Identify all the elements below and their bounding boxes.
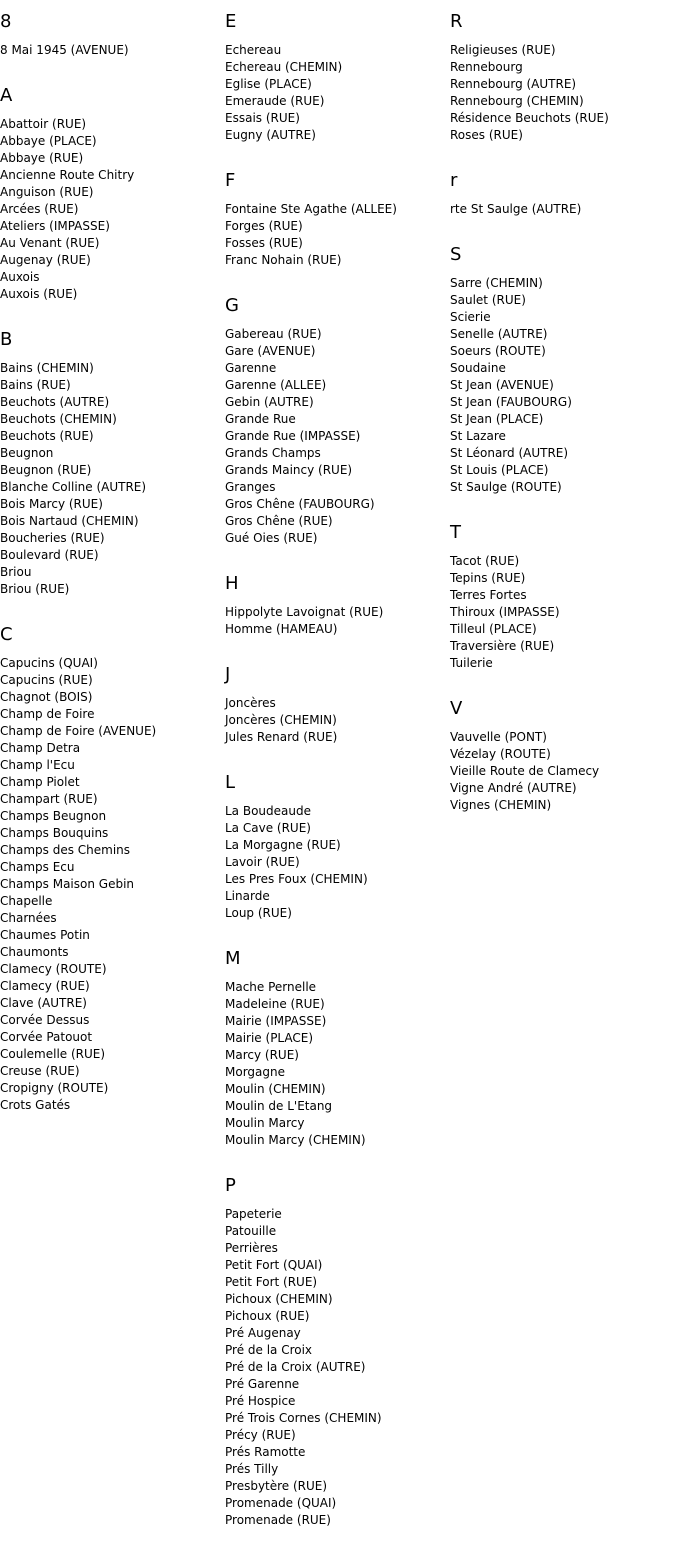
letter-heading: P (225, 1175, 236, 1196)
street-list (225, 326, 450, 547)
street-link[interactable]: Creuse (RUE) (0, 1064, 80, 1078)
street-link[interactable]: Chagnot (BOIS) (0, 690, 93, 704)
street-link[interactable]: Mairie (IMPASSE) (225, 1014, 327, 1028)
street-link[interactable]: Chaumonts (0, 945, 69, 959)
street-list (225, 201, 450, 269)
street-link[interactable]: Les Pres Foux (CHEMIN) (225, 872, 368, 886)
street-link[interactable]: Scierie (450, 310, 491, 324)
street-list (0, 116, 225, 303)
street-link[interactable]: Abattoir (RUE) (0, 117, 87, 131)
street-link[interactable]: Gros Chêne (FAUBOURG) (225, 497, 375, 511)
street-link[interactable]: Tepins (RUE) (450, 571, 526, 585)
street-link[interactable]: Capucins (RUE) (0, 673, 93, 687)
street-list (450, 201, 675, 218)
street-link[interactable]: Granges (225, 480, 276, 494)
street-link[interactable]: Gare (AVENUE) (225, 344, 316, 358)
street-list (0, 655, 225, 1114)
street-link[interactable]: La Cave (RUE) (225, 821, 311, 835)
street-link[interactable]: Gué Oies (RUE) (225, 531, 318, 545)
street-link[interactable]: Beuchots (AUTRE) (0, 395, 110, 409)
street-link[interactable]: Clave (AUTRE) (0, 996, 87, 1010)
group-spacer (225, 1529, 450, 1544)
street-link[interactable]: Fosses (RUE) (225, 236, 303, 250)
group-spacer (0, 598, 225, 613)
street-link[interactable]: Coulemelle (RUE) (0, 1047, 106, 1061)
street-link[interactable]: Pichoux (RUE) (225, 1309, 310, 1323)
letter-group (0, 624, 225, 1129)
street-link[interactable]: Beugnon (RUE) (0, 463, 92, 477)
street-link[interactable]: Vieille Route de Clamecy (450, 764, 600, 778)
letter-group (225, 664, 450, 761)
street-list (0, 360, 225, 598)
street-link[interactable]: Thiroux (IMPASSE) (450, 605, 560, 619)
group-spacer (450, 144, 675, 159)
street-link[interactable]: Auxois (0, 270, 40, 284)
street-link[interactable]: Chapelle (0, 894, 53, 908)
street-link[interactable]: Briou (RUE) (0, 582, 70, 596)
letter-heading: A (0, 85, 13, 106)
group-spacer (225, 144, 450, 159)
letter-heading: F (225, 170, 236, 191)
street-link[interactable]: Morgagne (225, 1065, 285, 1079)
street-index-column-3 (450, 0, 675, 829)
street-link[interactable]: Forges (RUE) (225, 219, 303, 233)
street-list (225, 979, 450, 1149)
street-list (225, 803, 450, 922)
group-spacer (225, 922, 450, 937)
street-link[interactable]: Moulin Marcy (CHEMIN) (225, 1133, 366, 1147)
street-link[interactable]: Abbaye (PLACE) (0, 134, 97, 148)
group-spacer (225, 638, 450, 653)
street-link[interactable]: Champs Bouquins (0, 826, 109, 840)
street-link[interactable]: St Saulge (ROUTE) (450, 480, 562, 494)
letter-group (450, 170, 675, 233)
street-link[interactable]: Ancienne Route Chitry (0, 168, 135, 182)
street-link[interactable]: Champart (RUE) (0, 792, 98, 806)
street-link[interactable]: Champ l'Ecu (0, 758, 75, 772)
street-list (225, 42, 450, 144)
letter-heading: E (225, 11, 237, 32)
street-link[interactable]: Beugnon (0, 446, 54, 460)
street-link[interactable]: Bains (CHEMIN) (0, 361, 94, 375)
street-link[interactable]: Vignes (CHEMIN) (450, 798, 552, 812)
street-link[interactable]: Champ Detra (0, 741, 81, 755)
street-link[interactable]: St Jean (AVENUE) (450, 378, 554, 392)
street-link[interactable]: Pré Garenne (225, 1377, 300, 1391)
street-link[interactable]: Lavoir (RUE) (225, 855, 300, 869)
group-spacer (450, 218, 675, 233)
street-link[interactable]: Moulin (CHEMIN) (225, 1082, 326, 1096)
street-link[interactable]: Abbaye (RUE) (0, 151, 84, 165)
letter-group (450, 244, 675, 511)
street-link[interactable]: Tacot (RUE) (450, 554, 520, 568)
street-link[interactable]: Promenade (QUAI) (225, 1496, 337, 1510)
street-link[interactable]: Pré Hospice (225, 1394, 296, 1408)
letter-group (225, 948, 450, 1164)
street-link[interactable]: Garenne (225, 361, 277, 375)
letter-heading: B (0, 329, 13, 350)
street-link[interactable]: Papeterie (225, 1207, 282, 1221)
street-link[interactable]: Anguison (RUE) (0, 185, 94, 199)
street-link[interactable]: Tilleul (PLACE) (450, 622, 537, 636)
letter-heading: R (450, 11, 463, 32)
street-link[interactable]: Traversière (RUE) (450, 639, 555, 653)
street-link[interactable]: Arcées (RUE) (0, 202, 79, 216)
letter-group (450, 11, 675, 159)
letter-group (225, 573, 450, 653)
street-link[interactable]: Corvée Patouot (0, 1030, 93, 1044)
street-link[interactable]: St Lazare (450, 429, 506, 443)
group-spacer (0, 1114, 225, 1129)
street-link[interactable]: Corvée Dessus (0, 1013, 90, 1027)
street-link[interactable]: St Jean (FAUBOURG) (450, 395, 572, 409)
letter-group (225, 772, 450, 937)
street-list (450, 275, 675, 496)
street-link[interactable]: Vigne André (AUTRE) (450, 781, 577, 795)
street-link[interactable]: Presbytère (RUE) (225, 1479, 328, 1493)
street-link[interactable]: Champ de Foire (0, 707, 95, 721)
street-link[interactable]: St Jean (PLACE) (450, 412, 544, 426)
letter-heading: S (450, 244, 462, 265)
street-link[interactable]: Terres Fortes (450, 588, 527, 602)
letter-heading: V (450, 698, 463, 719)
street-link[interactable]: Loup (RUE) (225, 906, 292, 920)
street-link[interactable]: Capucins (QUAI) (0, 656, 98, 670)
street-link[interactable]: Pré Trois Cornes (CHEMIN) (225, 1411, 382, 1425)
street-link[interactable]: Soudaine (450, 361, 506, 375)
street-link[interactable]: Mache Pernelle (225, 980, 317, 994)
street-link[interactable]: Sarre (CHEMIN) (450, 276, 543, 290)
street-link[interactable]: Précy (RUE) (225, 1428, 296, 1442)
street-link[interactable]: Grands Champs (225, 446, 321, 460)
street-link[interactable]: St Léonard (AUTRE) (450, 446, 569, 460)
street-link[interactable]: Gabereau (RUE) (225, 327, 322, 341)
street-link[interactable]: Résidence Beuchots (RUE) (450, 111, 609, 125)
street-link[interactable]: Tuilerie (450, 656, 493, 670)
street-link[interactable]: Religieuses (RUE) (450, 43, 556, 57)
letter-heading: 8 (0, 11, 12, 32)
street-link[interactable]: Augenay (RUE) (0, 253, 91, 267)
street-link[interactable]: rte St Saulge (AUTRE) (450, 202, 582, 216)
street-link[interactable]: Champs des Chemins (0, 843, 131, 857)
street-link[interactable]: Prés Ramotte (225, 1445, 306, 1459)
group-spacer (225, 746, 450, 761)
street-link[interactable]: Vézelay (ROUTE) (450, 747, 551, 761)
letter-group (450, 698, 675, 829)
street-link[interactable]: Champs Ecu (0, 860, 75, 874)
street-list (450, 553, 675, 672)
letter-group (0, 329, 225, 613)
street-link[interactable]: Grands Maincy (RUE) (225, 463, 353, 477)
street-link[interactable]: Blanche Colline (AUTRE) (0, 480, 147, 494)
group-spacer (225, 269, 450, 284)
street-link[interactable]: Bois Marcy (RUE) (0, 497, 103, 511)
letter-group (225, 11, 450, 159)
letter-group (450, 522, 675, 687)
letter-group (225, 295, 450, 562)
letter-group (0, 11, 225, 74)
letter-heading: T (450, 522, 461, 543)
street-link[interactable]: Champs Beugnon (0, 809, 107, 823)
group-spacer (225, 1149, 450, 1164)
letter-group (225, 170, 450, 284)
street-link[interactable]: Pré Augenay (225, 1326, 301, 1340)
street-link[interactable]: Emeraude (RUE) (225, 94, 325, 108)
street-link[interactable]: Linarde (225, 889, 270, 903)
street-link[interactable]: Mairie (PLACE) (225, 1031, 314, 1045)
group-spacer (0, 59, 225, 74)
street-link[interactable]: Bains (RUE) (0, 378, 71, 392)
street-link[interactable]: Promenade (RUE) (225, 1513, 331, 1527)
street-link[interactable]: Joncères (CHEMIN) (225, 713, 337, 727)
letter-heading: L (225, 772, 236, 793)
street-link[interactable]: Boulevard (RUE) (0, 548, 99, 562)
street-link[interactable]: Perrières (225, 1241, 278, 1255)
street-link[interactable]: Champs Maison Gebin (0, 877, 135, 891)
street-link[interactable]: Essais (RUE) (225, 111, 300, 125)
letter-heading: J (225, 664, 231, 685)
street-link[interactable]: Joncères (225, 696, 276, 710)
street-list (450, 729, 675, 814)
street-link[interactable]: Echereau (225, 43, 282, 57)
group-spacer (450, 496, 675, 511)
street-link[interactable]: Jules Renard (RUE) (225, 730, 338, 744)
street-link[interactable]: Grande Rue (IMPASSE) (225, 429, 361, 443)
street-link[interactable]: 8 Mai 1945 (AVENUE) (0, 43, 129, 57)
street-link[interactable]: Saulet (RUE) (450, 293, 526, 307)
street-link[interactable]: Chaumes Potin (0, 928, 90, 942)
street-link[interactable]: Briou (0, 565, 32, 579)
street-link[interactable]: Pré de la Croix (225, 1343, 313, 1357)
street-link[interactable]: Hippolyte Lavoignat (RUE) (225, 605, 384, 619)
street-link[interactable]: Garenne (ALLEE) (225, 378, 327, 392)
street-link[interactable]: Echereau (CHEMIN) (225, 60, 343, 74)
letter-group (225, 1175, 450, 1544)
street-link[interactable]: Petit Fort (QUAI) (225, 1258, 323, 1272)
street-link[interactable]: Cropigny (ROUTE) (0, 1081, 109, 1095)
group-spacer (450, 814, 675, 829)
street-link[interactable]: Bois Nartaud (CHEMIN) (0, 514, 139, 528)
street-link[interactable]: Charnées (0, 911, 57, 925)
street-link[interactable]: Rennebourg (CHEMIN) (450, 94, 584, 108)
street-link[interactable]: Franc Nohain (RUE) (225, 253, 342, 267)
street-link[interactable]: Boucheries (RUE) (0, 531, 105, 545)
street-link[interactable]: La Morgagne (RUE) (225, 838, 341, 852)
street-link[interactable]: Pichoux (CHEMIN) (225, 1292, 333, 1306)
street-index-column-2 (225, 0, 450, 1544)
letter-heading: C (0, 624, 13, 645)
street-list (450, 42, 675, 144)
street-link[interactable]: Rennebourg (450, 60, 523, 74)
street-link[interactable]: Homme (HAMEAU) (225, 622, 338, 636)
street-link[interactable]: Roses (RUE) (450, 128, 523, 142)
street-link[interactable]: Patouille (225, 1224, 277, 1238)
street-link[interactable]: Prés Tilly (225, 1462, 279, 1476)
street-link[interactable]: Pré de la Croix (AUTRE) (225, 1360, 366, 1374)
letter-heading: M (225, 948, 241, 969)
street-link[interactable]: La Boudeaude (225, 804, 311, 818)
street-list (0, 42, 225, 59)
street-link[interactable]: Eglise (PLACE) (225, 77, 312, 91)
letter-heading: H (225, 573, 239, 594)
street-link[interactable]: Clamecy (RUE) (0, 979, 90, 993)
street-link[interactable]: Clamecy (ROUTE) (0, 962, 107, 976)
letter-group (0, 85, 225, 318)
street-link[interactable]: Beuchots (RUE) (0, 429, 94, 443)
street-link[interactable]: Rennebourg (AUTRE) (450, 77, 577, 91)
street-link[interactable]: Eugny (AUTRE) (225, 128, 316, 142)
street-link[interactable]: Madeleine (RUE) (225, 997, 325, 1011)
street-link[interactable]: Gebin (AUTRE) (225, 395, 314, 409)
street-link[interactable]: Moulin de L'Etang (225, 1099, 333, 1113)
group-spacer (450, 672, 675, 687)
street-index-column-1 (0, 0, 225, 1129)
street-link[interactable]: Grande Rue (225, 412, 296, 426)
street-list (225, 1206, 450, 1529)
street-link[interactable]: Soeurs (ROUTE) (450, 344, 546, 358)
street-list (225, 604, 450, 638)
street-link[interactable]: Vauvelle (PONT) (450, 730, 547, 744)
street-link[interactable]: Auxois (RUE) (0, 287, 78, 301)
group-spacer (225, 547, 450, 562)
street-link[interactable]: Beuchots (CHEMIN) (0, 412, 117, 426)
street-link[interactable]: Crots Gatés (0, 1098, 71, 1112)
street-list (225, 695, 450, 746)
street-link[interactable]: St Louis (PLACE) (450, 463, 549, 477)
street-link[interactable]: Gros Chêne (RUE) (225, 514, 333, 528)
letter-heading: G (225, 295, 239, 316)
street-link[interactable]: Fontaine Ste Agathe (ALLEE) (225, 202, 397, 216)
street-link[interactable]: Moulin Marcy (225, 1116, 305, 1130)
street-link[interactable]: Au Venant (RUE) (0, 236, 100, 250)
street-link[interactable]: Champ de Foire (AVENUE) (0, 724, 157, 738)
letter-heading: r (450, 170, 458, 191)
street-link[interactable]: Marcy (RUE) (225, 1048, 299, 1062)
street-link[interactable]: Senelle (AUTRE) (450, 327, 548, 341)
street-link[interactable]: Champ Piolet (0, 775, 80, 789)
group-spacer (0, 303, 225, 318)
street-link[interactable]: Petit Fort (RUE) (225, 1275, 318, 1289)
street-link[interactable]: Ateliers (IMPASSE) (0, 219, 110, 233)
